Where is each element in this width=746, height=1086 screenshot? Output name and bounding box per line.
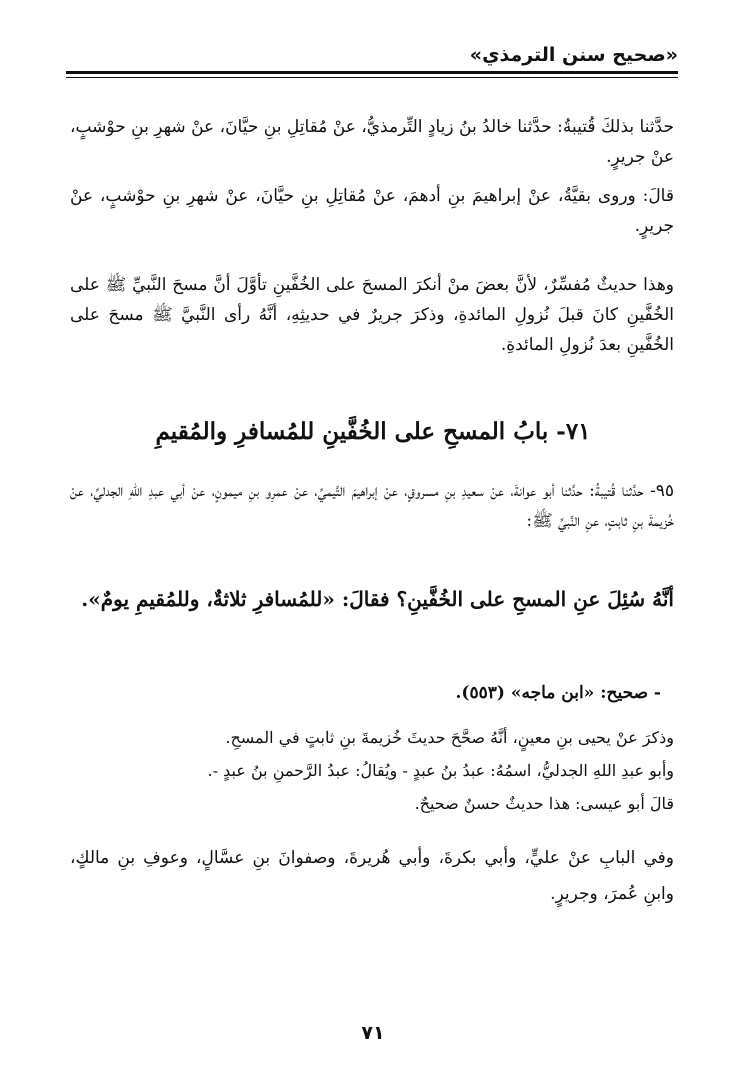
note-paragraph-1: وذكرَ عنْ يحيى بنِ معينٍ، أنَّهُ صحَّحَ حديثَ خُزيمةَ بنِ ثابتٍ في المسحِ.	[225, 728, 674, 747]
note-paragraph-3: قالَ أبو عيسى: هذا حديثٌ حسنٌ صحيحٌ.	[414, 794, 674, 813]
hadith-95-text: أنَّهُ سُئِلَ عنِ المسحِ على الخُفَّينِ؟ فقالَ: «للمُسافرِ ثلاثةٌ، وللمُقيمِ يومٌ».	[81, 587, 674, 611]
header-rule-thick	[66, 71, 678, 74]
header-rule-thin	[66, 77, 678, 78]
chapter-heading: ٧١- بابُ المسحِ على الخُفَّينِ للمُسافرِ والمُقيمِ	[155, 418, 591, 445]
hadith-95-chain: ٩٥- حدَّثنا قُتيبةُ: حدَّثنا أبو عوانةَ، عنْ سعيدِ بنِ مسروقٍ، عنْ إبراهيمَ التَّيميِّ، عنْ عمرِو بنِ ميمونٍ، عنْ أبي عبدِ اللهِ الجدليِّ، عنْ خُزيمةَ بنِ ثابتٍ، عنِ النَّبيِّ ﷺ:	[70, 481, 674, 531]
note-paragraph-2: وأبو عبدِ اللهِ الجدليُّ، اسمُهُ: عبدُ بنُ عبدٍ - ويُقالُ: عبدُ الرَّحمنِ بنُ عبدٍ -.	[207, 761, 674, 780]
hadith-grading: - صحيح: «ابن ماجه» (٥٥٣).	[455, 683, 661, 703]
commentary-paragraph: وهذا حديثٌ مُفسِّرٌ، لأنَّ بعضَ منْ أنكرَ المسحَ على الخُفَّينِ تأوَّلَ أنَّ مسحَ النَّبيِّ ﷺ على الخُفَّينِ كانَ قبلَ نُزولِ المائدةِ، وذكرَ جريرٌ في حديثِهِ، أنَّهُ رأى النَّبيَّ ﷺ مسحَ على الخُفَّينِ بعدَ نُزولِ المائدةِ.	[70, 275, 674, 355]
book-title-header: «صحيح سنن الترمذي»	[469, 44, 678, 66]
page-number: ٧١	[361, 1022, 385, 1044]
note-paragraph-4: وفي البابِ عنْ عليٍّ، وأبي بكرةَ، وأبي هُريرةَ، وصفوانَ بنِ عسَّالٍ، وعوفِ بنِ مالكٍ، وابنِ عُمرَ، وجريرٍ.	[70, 848, 674, 904]
hadith-chain-paragraph-2: قالَ: وروى بقيَّةُ، عنْ إبراهيمَ بنِ أدهمَ، عنْ مُقاتِلِ بنِ حيَّانَ، عنْ شهرِ بنِ حوْشبٍ، عنْ جريرٍ.	[70, 186, 674, 236]
hadith-chain-paragraph-1: حدَّثنا بذلكَ قُتيبةُ: حدَّثنا خالدُ بنُ زيادٍ التِّرمذيُّ، عنْ مُقاتِلِ بنِ حيَّانَ، عنْ شهرِ بنِ حوْشبٍ، عنْ جريرٍ.	[70, 117, 674, 167]
